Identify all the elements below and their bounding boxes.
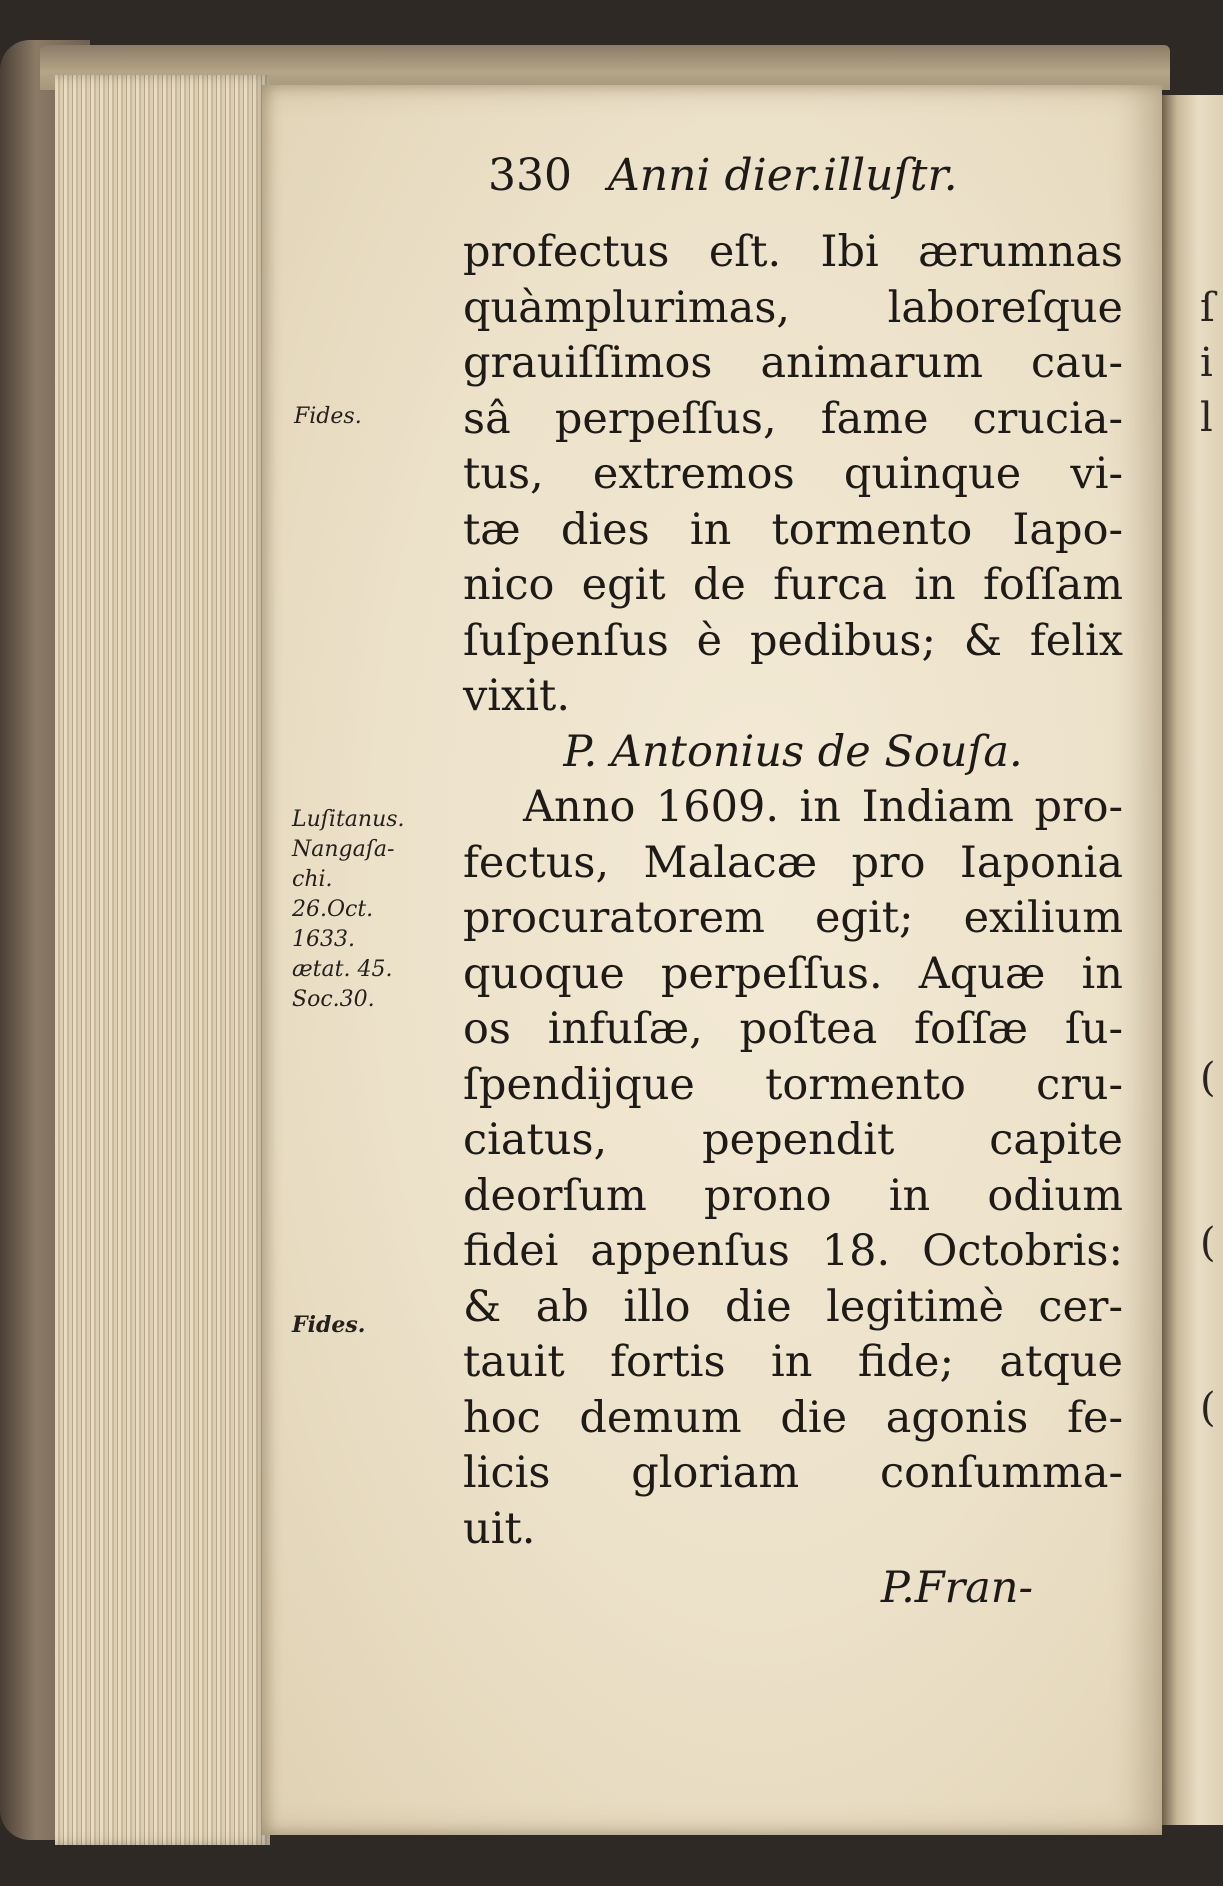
margin-note-fides: Fides. (294, 404, 362, 429)
margin-note-line: 26.Oct. (292, 897, 374, 922)
text-line: licis gloriam conſumma- (463, 1448, 1123, 1498)
section-heading: P. Antonius de Souſa. (563, 726, 1023, 777)
facing-page-char: ( (1200, 1385, 1216, 1431)
margin-note-line: chi. (292, 867, 333, 892)
text-line: fidei appenſus 18. Octobris: (463, 1226, 1123, 1276)
facing-page-char: ſ (1200, 285, 1215, 331)
page-number: 330 (488, 150, 572, 201)
margin-note-line: 1633. (292, 927, 355, 952)
text-line: & ab illo die legitimè cer- (463, 1281, 1123, 1332)
text-line: procuratorem egit; exilium (463, 893, 1123, 943)
text-line: grauiſſimos animarum cau- (463, 338, 1123, 388)
facing-page-char: ( (1200, 1220, 1216, 1266)
text-line: profectus eſt. Ibi ærumnas (463, 227, 1123, 277)
facing-page-char: i (1200, 340, 1213, 386)
running-header (488, 150, 958, 201)
margin-note-fides-2: Fides. (292, 1312, 366, 1338)
text-line: os infuſæ, poſtea foſſæ ſu- (463, 1004, 1123, 1054)
margin-note-line: Soc.30. (292, 987, 375, 1012)
text-line: nico egit de furca in foſſam (463, 560, 1123, 610)
text-line: fectus, Malacæ pro Iaponia (463, 837, 1123, 888)
text-line: sâ perpeſſus, fame crucia- (463, 393, 1123, 444)
text-line: ſpendijque tormento cru- (463, 1059, 1123, 1110)
text-line: quoque perpeſſus. Aquæ in (463, 948, 1123, 999)
text-line: tus, extremos quinque vi- (463, 449, 1123, 499)
text-line: Anno 1609. in Indiam pro- (523, 782, 1123, 832)
text-line: ciatus, pependit capite (463, 1115, 1123, 1165)
facing-page-char: ( (1200, 1055, 1216, 1101)
margin-note-line: ætat. 45. (292, 957, 393, 982)
running-title: Anni dier.illuſtr. (607, 150, 958, 201)
text-line: tæ dies in tormento Iapo- (463, 504, 1123, 555)
page-fore-edge-stack (55, 75, 270, 1845)
margin-note-line: Luſitanus. (292, 807, 405, 832)
text-line: deorſum prono in odium (463, 1170, 1123, 1221)
margin-note-line: Nangaſa- (292, 837, 395, 862)
margin-note-martyr-details (292, 805, 405, 1015)
facing-page-char: l (1200, 395, 1213, 441)
text-line: ſuſpenſus è pedibus; & felix (463, 615, 1123, 666)
body-text (463, 225, 1123, 1617)
text-line: quàmplurimas, laboreſque (463, 282, 1123, 333)
catchword: P.Fran- (880, 1563, 1033, 1613)
text-line: uit. (463, 1503, 536, 1554)
text-line: hoc demum die agonis fe- (463, 1392, 1123, 1443)
text-line: tauit fortis in fide; atque (463, 1337, 1123, 1387)
facing-page (1162, 95, 1223, 1825)
text-line: vixit. (463, 671, 570, 721)
